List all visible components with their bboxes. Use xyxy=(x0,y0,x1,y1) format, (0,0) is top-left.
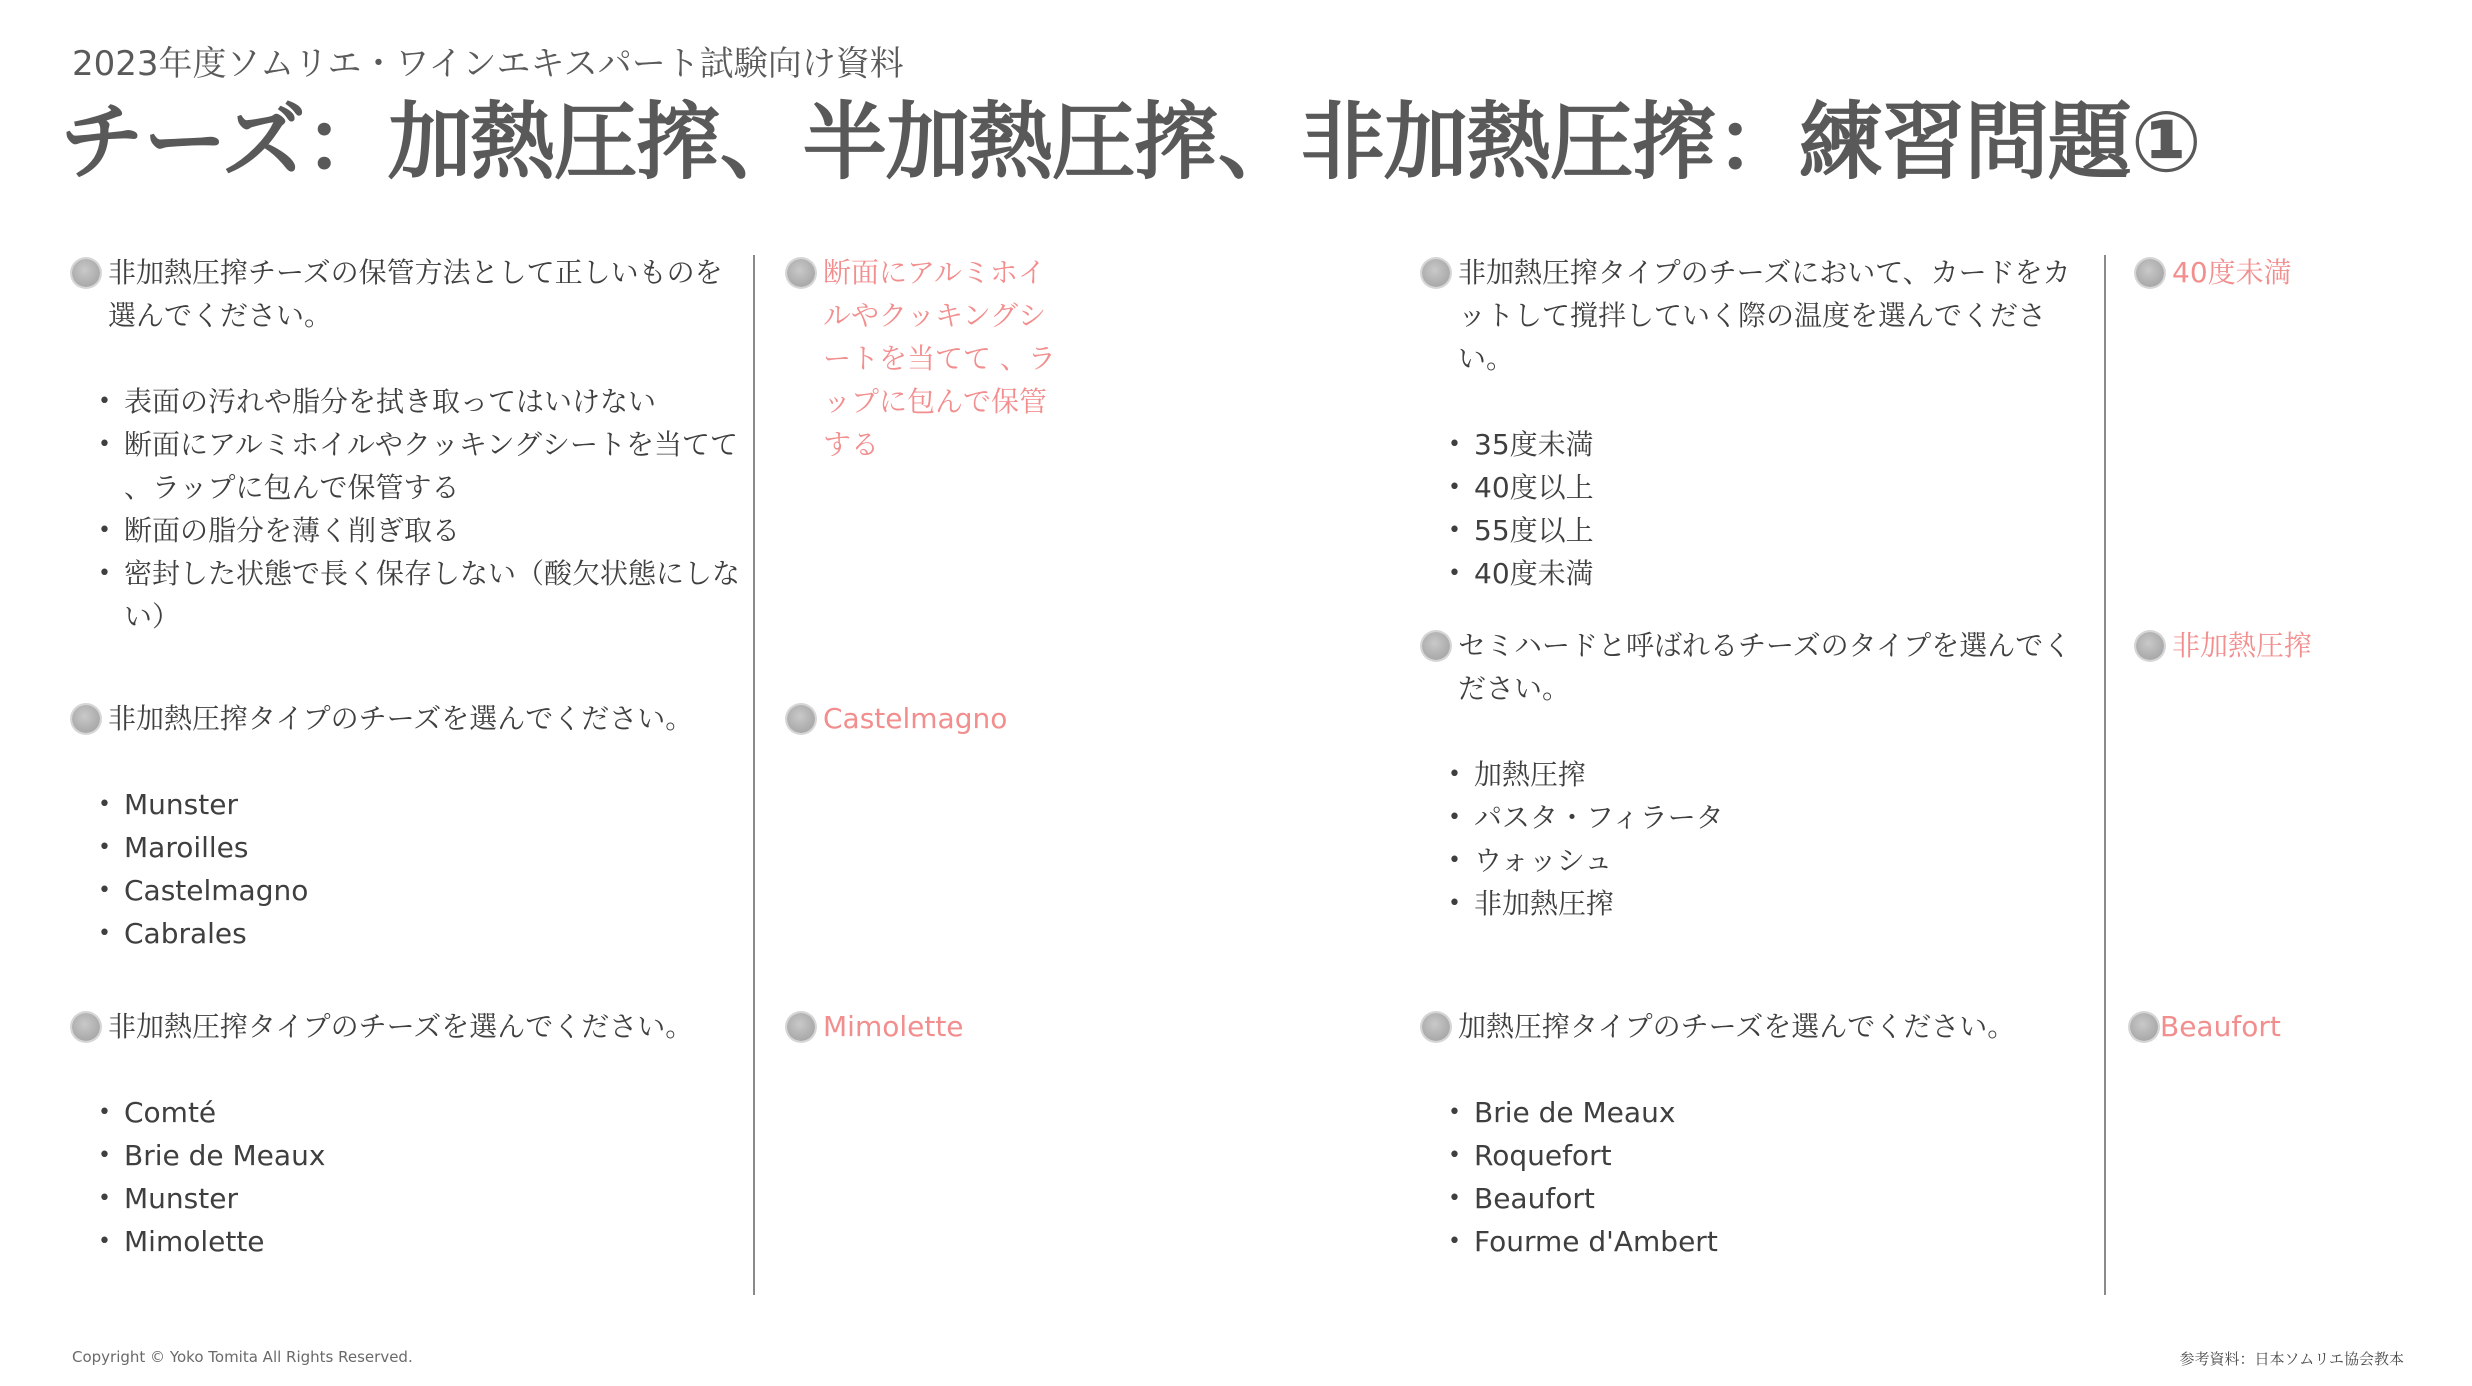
option-item: • Maroilles xyxy=(98,831,249,864)
option-item: • Munster xyxy=(98,1182,238,1215)
question-block-2 xyxy=(72,697,742,955)
option-list xyxy=(72,783,742,955)
question-text: 非加熱圧搾タイプのチーズにおいて、カードをカットして撹拌していく際の温度を選んでください。 xyxy=(1422,251,2092,380)
answer-2: Castelmagno xyxy=(787,697,1007,740)
option-list xyxy=(1422,753,2092,925)
bullet-circle-icon xyxy=(2136,259,2164,287)
bullet-circle-icon xyxy=(787,1013,815,1041)
option-item: • Cabrales xyxy=(98,917,247,950)
answer-4: 40度未満 xyxy=(2136,251,2292,294)
column-divider-right xyxy=(2104,255,2106,1295)
option-item: • 55度以上 xyxy=(1448,514,1594,547)
option-item: • 加熱圧搾 xyxy=(1448,758,1587,791)
bullet-circle-icon xyxy=(72,1013,100,1041)
question-block-4 xyxy=(1422,251,2092,595)
option-item: • Comté xyxy=(98,1096,217,1129)
answer-5: 非加熱圧搾 xyxy=(2136,624,2312,667)
bullet-circle-icon xyxy=(2130,1013,2158,1041)
bullet-circle-icon xyxy=(1422,1013,1450,1041)
copyright-footer: Copyright © Yoko Tomita All Rights Reserved. xyxy=(72,1348,413,1366)
option-item: • 表面の汚れや脂分を拭き取ってはいけない xyxy=(98,385,657,418)
option-item: • 40度以上 xyxy=(1448,471,1594,504)
question-text: 非加熱圧搾タイプのチーズを選んでください。 xyxy=(72,1005,742,1048)
question-block-1 xyxy=(72,251,742,638)
page-subtitle: 2023年度ソムリエ・ワインエキスパート試験向け資料 xyxy=(72,44,904,84)
option-item: • パスタ・フィラータ xyxy=(1448,801,1724,834)
option-item: • 35度未満 xyxy=(1448,428,1594,461)
question-text: 加熱圧搾タイプのチーズを選んでください。 xyxy=(1422,1005,2092,1048)
option-item: • 断面の脂分を薄く削ぎ取る xyxy=(98,514,461,547)
page-title: チーズ：加熱圧搾、半加熱圧搾、非加熱圧搾：練習問題① xyxy=(60,93,2201,191)
answer-6: Beaufort xyxy=(2130,1005,2281,1048)
option-item: • Roquefort xyxy=(1448,1139,1612,1172)
question-text: 非加熱圧搾チーズの保管方法として正しいものを選んでください。 xyxy=(72,251,742,337)
option-item: • ウォッシュ xyxy=(1448,844,1613,877)
option-item: • 非加熱圧搾 xyxy=(1448,887,1615,920)
answer-1: 断面にアルミホイルやクッキングシートを当てて 、ラップに包んで保管する xyxy=(787,251,1063,466)
option-item: • Beaufort xyxy=(1448,1182,1595,1215)
bullet-circle-icon xyxy=(72,259,100,287)
answer-3: Mimolette xyxy=(787,1005,964,1048)
bullet-circle-icon xyxy=(787,259,815,287)
question-block-6 xyxy=(1422,1005,2092,1263)
bullet-circle-icon xyxy=(1422,259,1450,287)
question-block-3 xyxy=(72,1005,742,1263)
option-list xyxy=(1422,1091,2092,1263)
option-item: • Brie de Meaux xyxy=(98,1139,326,1172)
option-item: • 40度未満 xyxy=(1448,557,1594,590)
option-item: • Castelmagno xyxy=(98,874,309,907)
option-item: • Fourme d'Ambert xyxy=(1448,1225,1718,1258)
option-item: • Mimolette xyxy=(98,1225,265,1258)
bullet-circle-icon xyxy=(1422,632,1450,660)
question-text: 非加熱圧搾タイプのチーズを選んでください。 xyxy=(72,697,742,740)
question-block-5 xyxy=(1422,624,2092,925)
column-divider-left xyxy=(753,255,755,1295)
bullet-circle-icon xyxy=(2136,632,2164,660)
question-text: セミハードと呼ばれるチーズのタイプを選んでください。 xyxy=(1422,624,2092,710)
option-item: • 断面にアルミホイルやクッキングシートを当てて 、ラップに包んで保管する xyxy=(98,428,739,504)
option-item: • 密封した状態で長く保存しない（酸欠状態にしない） xyxy=(98,557,741,633)
option-item: • Brie de Meaux xyxy=(1448,1096,1676,1129)
bullet-circle-icon xyxy=(72,705,100,733)
option-list xyxy=(1422,423,2092,595)
bullet-circle-icon xyxy=(787,705,815,733)
reference-footer: 参考資料：日本ソムリエ協会教本 xyxy=(2179,1350,2404,1368)
option-list xyxy=(72,1091,742,1263)
option-item: • Munster xyxy=(98,788,238,821)
option-list xyxy=(72,380,742,638)
